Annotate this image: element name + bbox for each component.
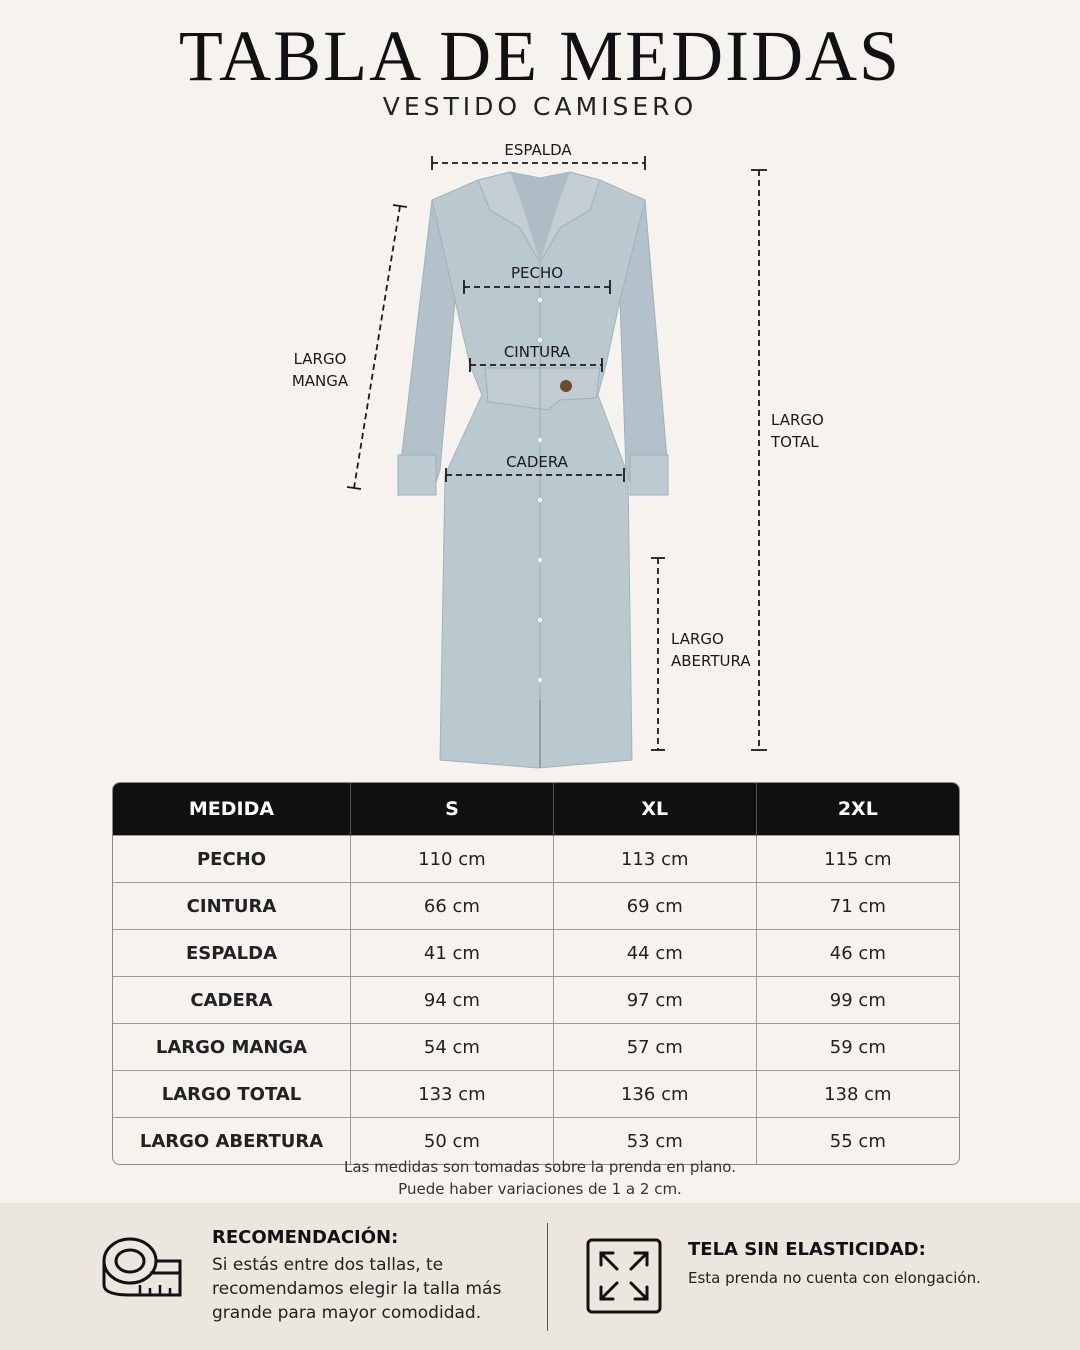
header-size-s: S	[351, 783, 554, 836]
cell-value: 50 cm	[351, 1118, 554, 1165]
row-label: PECHO	[113, 836, 351, 883]
expand-arrows-icon	[585, 1237, 663, 1315]
label-largo-manga-2: MANGA	[291, 372, 349, 390]
footer-divider	[547, 1223, 548, 1331]
row-label: ESPALDA	[113, 930, 351, 977]
label-cadera: CADERA	[506, 453, 568, 471]
size-table	[112, 782, 960, 1165]
cell-value: 110 cm	[351, 836, 554, 883]
cell-value: 97 cm	[553, 977, 756, 1024]
row-label: LARGO TOTAL	[113, 1071, 351, 1118]
table-header-row	[113, 783, 959, 836]
row-label: LARGO ABERTURA	[113, 1118, 351, 1165]
row-label: CADERA	[113, 977, 351, 1024]
cell-value: 94 cm	[351, 977, 554, 1024]
cell-value: 115 cm	[756, 836, 959, 883]
label-largo-total-2: TOTAL	[771, 433, 819, 451]
cell-value: 99 cm	[756, 977, 959, 1024]
label-espalda: ESPALDA	[504, 141, 572, 159]
row-label: LARGO MANGA	[113, 1024, 351, 1071]
page-title: TABLA DE MEDIDAS	[178, 16, 902, 96]
cell-value: 54 cm	[351, 1024, 554, 1071]
table-row	[113, 883, 959, 930]
table-row	[113, 1071, 959, 1118]
recommendation-text: Si estás entre dos tallas, te recomendamos elegir la talla más grande para mayor comodidad.	[212, 1255, 502, 1323]
row-label: CINTURA	[113, 883, 351, 930]
cell-value: 55 cm	[756, 1118, 959, 1165]
header-size-2xl: 2XL	[756, 783, 959, 836]
cell-value: 44 cm	[553, 930, 756, 977]
page-subtitle: VESTIDO CAMISERO	[382, 92, 698, 121]
cell-value: 113 cm	[553, 836, 756, 883]
fabric-text: Esta prenda no cuenta con elongación.	[688, 1269, 981, 1287]
table-row	[113, 836, 959, 883]
cell-value: 138 cm	[756, 1071, 959, 1118]
label-largo-manga-1: LARGO	[293, 350, 347, 368]
cell-value: 136 cm	[553, 1071, 756, 1118]
measurement-note	[0, 1156, 1080, 1200]
label-cintura: CINTURA	[503, 343, 571, 361]
measuring-tape-icon	[100, 1233, 184, 1301]
cell-value: 66 cm	[351, 883, 554, 930]
footer-info	[0, 1203, 1080, 1350]
header-medida: MEDIDA	[113, 783, 351, 836]
cell-value: 69 cm	[553, 883, 756, 930]
label-largo-abertura-2: ABERTURA	[671, 652, 751, 670]
recommendation-title: RECOMENDACIÓN:	[212, 1227, 399, 1248]
cell-value: 59 cm	[756, 1024, 959, 1071]
label-largo-abertura-1: LARGO	[671, 630, 724, 648]
header-size-xl: XL	[553, 783, 756, 836]
cell-value: 41 cm	[351, 930, 554, 977]
fabric-title: TELA SIN ELASTICIDAD:	[688, 1239, 926, 1260]
cell-value: 53 cm	[553, 1118, 756, 1165]
label-pecho: PECHO	[510, 264, 564, 282]
note-line-2: Puede haber variaciones de 1 a 2 cm.	[398, 1180, 682, 1198]
table-row	[113, 977, 959, 1024]
cell-value: 57 cm	[553, 1024, 756, 1071]
cell-value: 46 cm	[756, 930, 959, 977]
cell-value: 133 cm	[351, 1071, 554, 1118]
note-line-1: Las medidas son tomadas sobre la prenda en plano.	[343, 1158, 736, 1176]
table-row	[113, 1024, 959, 1071]
table-row	[113, 930, 959, 977]
label-largo-total-1: LARGO	[771, 411, 824, 429]
cell-value: 71 cm	[756, 883, 959, 930]
